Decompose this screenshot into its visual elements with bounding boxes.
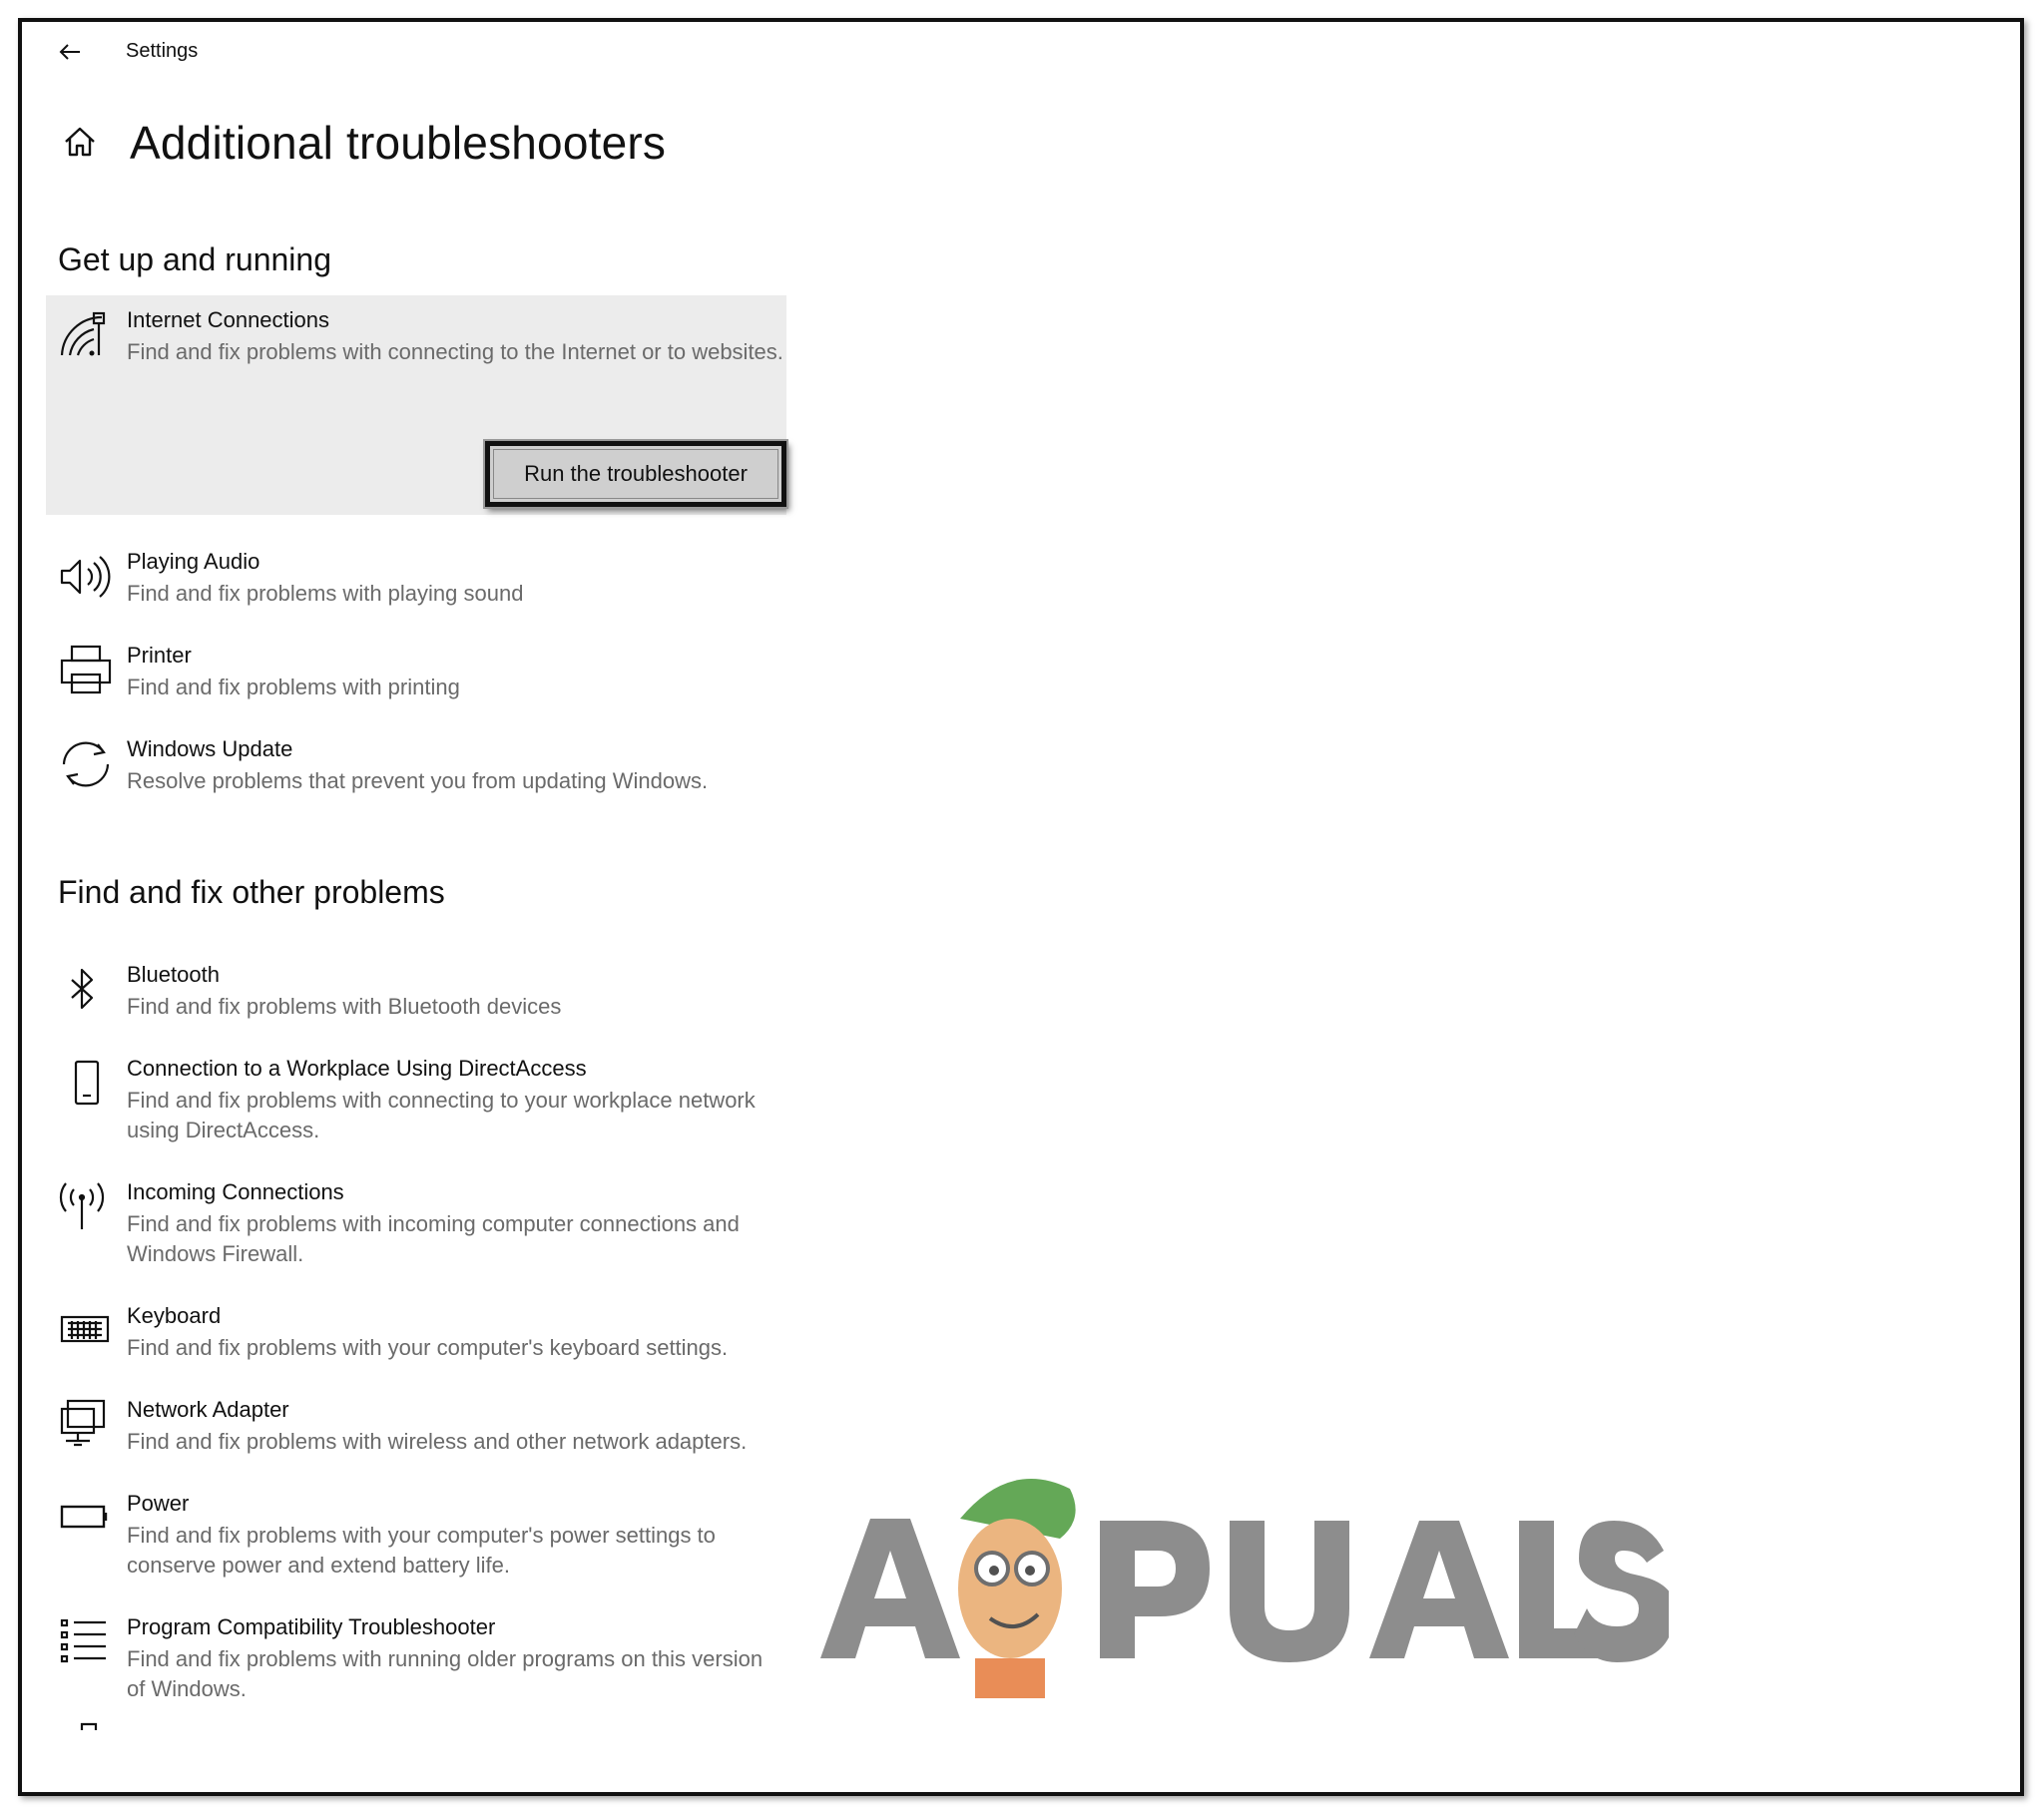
troubleshooter-playing-audio[interactable] [46,537,786,617]
bluetooth-icon [58,962,114,1018]
app-title: Settings [126,40,199,62]
mascot-figure [958,1479,1076,1698]
item-name: Connection to a Workplace Using DirectAccess [127,1056,587,1081]
item-name: Network Adapter [127,1397,289,1422]
page-title: Additional troubleshooters [130,117,667,169]
phone-icon [58,1056,114,1112]
troubleshooter-internet-connections[interactable] [46,295,786,515]
troubleshooter-keyboard[interactable] [46,1291,786,1371]
item-description: Find and fix problems with Bluetooth devices [127,994,562,1019]
item-description: Find and fix problems with connecting to the Internet or to websites. [127,339,783,364]
item-name: Incoming Connections [127,1179,344,1204]
item-description: Find and fix problems with printing [127,675,460,699]
appuals-watermark [810,1459,1669,1698]
item-name: Program Compatibility Troubleshooter [127,1614,496,1639]
item-name: Power [127,1491,190,1516]
troubleshooter-printer[interactable] [46,631,786,710]
antenna-icon [58,1179,114,1235]
list-icon [58,1614,114,1670]
item-description: Find and fix problems with your computer's keyboard settings. [127,1335,729,1360]
home-button[interactable] [60,122,100,162]
back-arrow-icon [58,42,82,62]
title-bar [22,22,2020,82]
settings-window [18,18,2024,1796]
troubleshooter-incoming-connections[interactable] [46,1167,786,1277]
button-focus-ring [493,449,778,499]
item-name: Internet Connections [127,307,330,332]
item-description: Find and fix problems with playing sound [127,581,524,606]
home-icon [60,122,100,162]
troubleshooter-directaccess[interactable] [46,1044,786,1153]
item-description: Find and fix problems with incoming computer connections and Windows Firewall. [127,1211,740,1266]
item-description: Find and fix problems with wireless and other network adapters. [127,1429,748,1454]
item-name: Printer [127,643,192,668]
troubleshooter-windows-update[interactable] [46,724,786,804]
troubleshooter-bluetooth[interactable] [46,950,786,1030]
item-description: Find and fix problems with your computer's power settings to conserve power and extend battery life. [127,1523,716,1578]
battery-icon [58,1491,114,1547]
item-description: Resolve problems that prevent you from updating Windows. [127,768,709,793]
item-description: Find and fix problems with running older programs on this version of Windows. [127,1646,764,1701]
item-name: Keyboard [127,1303,222,1328]
item-name: Bluetooth [127,962,220,987]
troubleshooter-power[interactable] [46,1479,786,1588]
speaker-icon [58,549,114,605]
printer-icon [58,643,114,698]
back-button[interactable] [50,34,90,70]
item-description: Find and fix problems with connecting to your workplace network using DirectAccess. [127,1088,756,1142]
item-name: Windows Update [127,736,293,761]
sync-icon [58,736,114,792]
section-heading-get-up-and-running: Get up and running [58,241,331,277]
keyboard-icon [58,1303,114,1359]
wifi-network-icon [58,307,114,363]
section-heading-find-and-fix: Find and fix other problems [58,874,445,910]
item-name: Playing Audio [127,549,260,574]
partial-next-item-icon [70,1718,110,1728]
troubleshooter-program-compatibility[interactable] [46,1602,786,1712]
run-troubleshooter-label: Run the troubleshooter [524,461,748,486]
run-troubleshooter-button[interactable] [485,441,786,507]
network-adapter-icon [58,1397,114,1453]
troubleshooter-network-adapter[interactable] [46,1385,786,1465]
